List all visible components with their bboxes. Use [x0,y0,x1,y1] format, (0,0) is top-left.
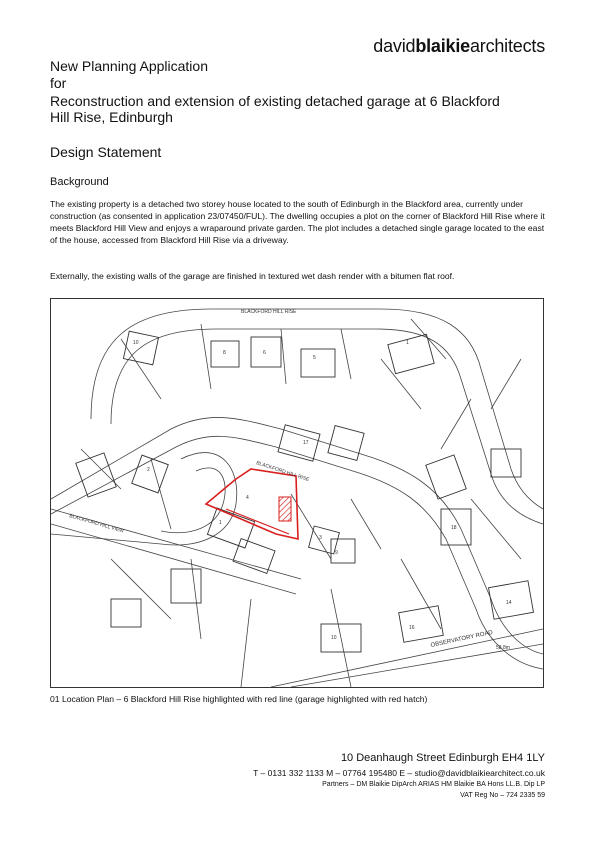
map-num: 10 [331,635,337,641]
brand-post: architects [469,36,545,56]
map-num: 18 [451,525,457,531]
map-num: 9 [335,550,338,556]
map-num: 5 [313,355,316,361]
map-num: 17 [303,440,309,446]
map-num: 2 [147,467,150,473]
paragraph-2: Externally, the existing walls of the garage are finished in textured wet dash render with a bitumen flat roof. [50,271,455,281]
map-num: 1 [219,520,222,526]
map-num: 8 [223,350,226,356]
map-num: 3 [319,535,322,541]
map-drawing [51,299,543,687]
map-num: 6 [263,350,266,356]
footer-address: 10 Deanhaugh Street Edinburgh EH4 1LY [340,752,545,764]
footer-vat: VAT Reg No – 724 2335 59 [460,792,545,799]
doc-subject-line1: Reconstruction and extension of existing detached garage at 6 Blackford [50,93,500,109]
brand-logo [373,36,545,57]
map-num: 16 [409,625,415,631]
map-label-road-left: BLACKFORD HILL VIEW [68,513,125,535]
brand-bold: blaikie [415,36,470,56]
paragraph-1: The existing property is a detached two storey house located to the south of Edinburgh in the Blackford area, currently under construction (as consented in application 23/07450/FUL). The dwelling occupies a plot on the corner of Blackford Hill Rise where it meets Blackford Hill View and enjoys a wraparound private garden. The plot includes a detached single garage located to the east of the house, accessed from Blackford Hill Rise via a driveway. [50,199,545,245]
map-caption: 01 Location Plan – 6 Blackford Hill Rise highlighted with red line (garage highlighted with red hatch) [50,694,428,704]
doc-subject-line2: Hill Rise, Edinburgh [50,109,173,125]
footer-partners: Partners – DM Blaikie DipArch ARIAS HM Blaikie BA Hons LL.B. Dip LP [322,781,545,788]
brand-pre: david [373,36,416,56]
doc-title: New Planning Application [50,58,208,74]
map-label-road-bottom: OBSERVATORY ROAD [430,629,494,649]
map-num: 1 [406,340,409,346]
map-label-road-top: BLACKFORD HILL RISE [241,309,297,315]
map-num: 4 [246,495,249,501]
location-plan-map [50,298,544,688]
section-title: Design Statement [50,144,162,160]
footer-contact: T – 0131 332 1133 M – 07764 195480 E – studio@davidblaikiearchitect.co.uk [253,768,545,778]
map-label-road-mid: BLACKFORD HILL RISE [255,460,310,484]
map-num: 10 [133,340,139,346]
doc-for: for [50,75,67,91]
map-label-level: 58.8m [496,645,510,651]
map-num: 14 [506,600,512,606]
subsection-title: Background [50,176,109,188]
